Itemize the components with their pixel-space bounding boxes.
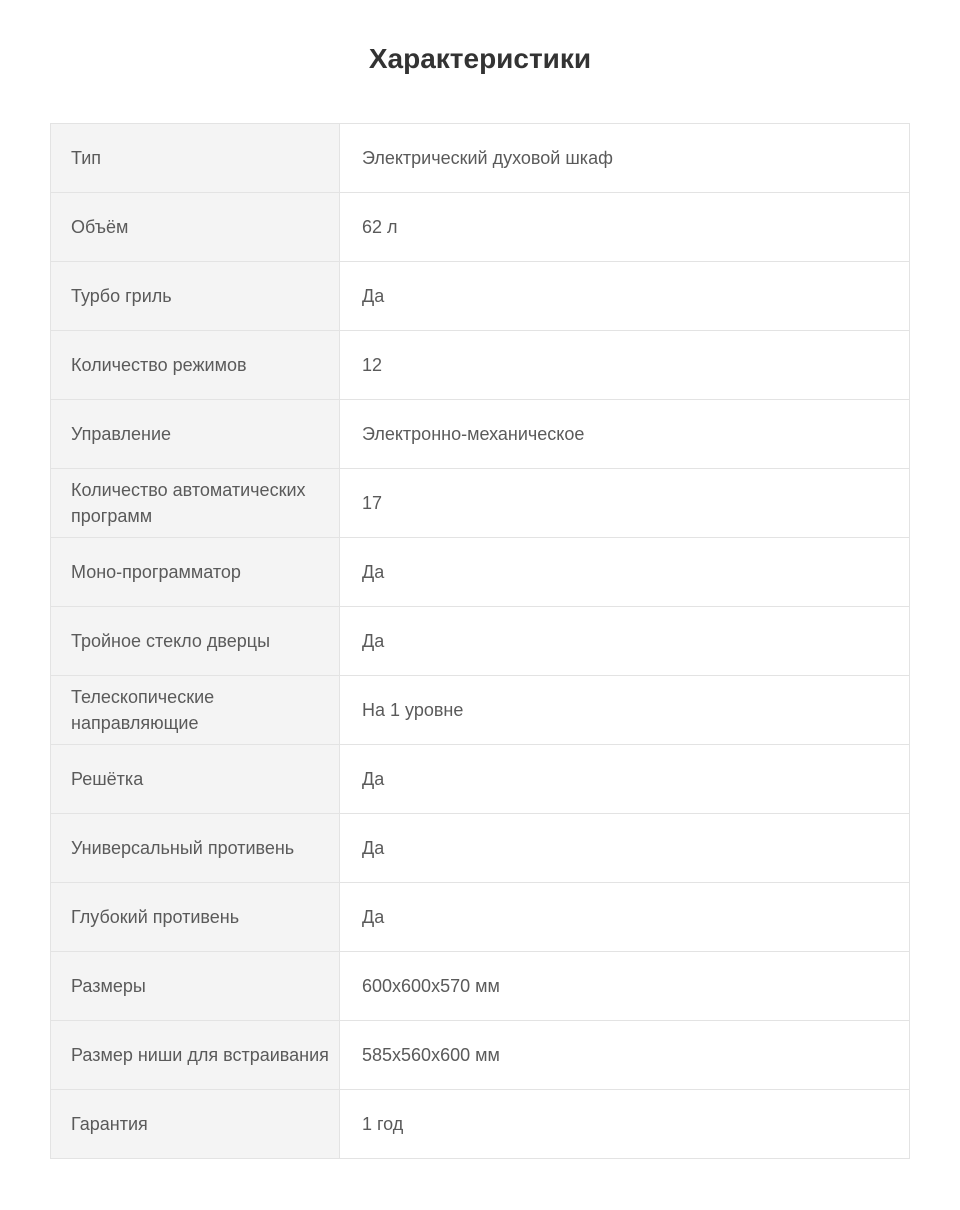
spec-value: 600х600х570 мм: [340, 952, 910, 1021]
spec-name: Гарантия: [51, 1090, 340, 1159]
spec-name: Решётка: [51, 745, 340, 814]
spec-name: Количество режимов: [51, 331, 340, 400]
table-row: [51, 1021, 910, 1090]
spec-value: Электронно-механическое: [340, 400, 910, 469]
spec-value: 12: [340, 331, 910, 400]
table-row: [51, 952, 910, 1021]
specs-table: [50, 123, 910, 1159]
spec-name: Универсальный противень: [51, 814, 340, 883]
spec-value: 17: [340, 469, 910, 538]
spec-value: 1 год: [340, 1090, 910, 1159]
table-row: [51, 538, 910, 607]
spec-name: Объём: [51, 193, 340, 262]
table-row: [51, 745, 910, 814]
spec-name: Моно-программатор: [51, 538, 340, 607]
spec-name: Размеры: [51, 952, 340, 1021]
table-row: [51, 331, 910, 400]
page-title: Характеристики: [368, 43, 592, 74]
table-row: [51, 262, 910, 331]
spec-value: Да: [340, 883, 910, 952]
table-row: [51, 1090, 910, 1159]
spec-value: На 1 уровне: [340, 676, 910, 745]
spec-name: Глубокий противень: [51, 883, 340, 952]
spec-name: Телескопические направляющие: [51, 676, 340, 745]
spec-value: 585х560х600 мм: [340, 1021, 910, 1090]
table-row: [51, 814, 910, 883]
spec-value: Да: [340, 538, 910, 607]
table-row: [51, 607, 910, 676]
spec-name: Управление: [51, 400, 340, 469]
spec-value: Да: [340, 814, 910, 883]
spec-name: Тип: [51, 124, 340, 193]
spec-value: Электрический духовой шкаф: [340, 124, 910, 193]
spec-name: Размер ниши для встраивания: [51, 1021, 340, 1090]
table-row: [51, 400, 910, 469]
table-row: [51, 193, 910, 262]
spec-value: Да: [340, 607, 910, 676]
table-row: [51, 883, 910, 952]
spec-value: Да: [340, 745, 910, 814]
table-row: [51, 469, 910, 538]
table-row: [51, 124, 910, 193]
spec-name: Тройное стекло дверцы: [51, 607, 340, 676]
spec-name: Турбо гриль: [51, 262, 340, 331]
table-row: [51, 676, 910, 745]
spec-name: Количество автоматических программ: [51, 469, 340, 538]
spec-value: 62 л: [340, 193, 910, 262]
spec-value: Да: [340, 262, 910, 331]
